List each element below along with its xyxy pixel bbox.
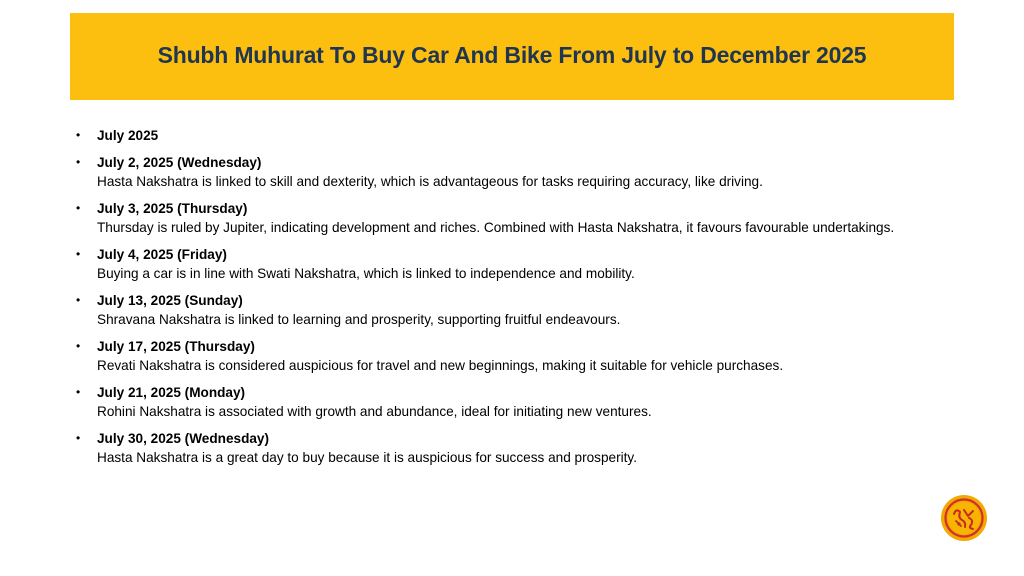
item-description: Buying a car is in line with Swati Nakshatra, which is linked to independence and mobility. (97, 266, 635, 281)
muhurat-list (76, 126, 936, 475)
item-description: Revati Nakshatra is considered auspicious for travel and new beginnings, making it suitable for vehicle purchases. (97, 358, 784, 373)
list-item (76, 199, 936, 237)
item-date: July 13, 2025 (Sunday) (97, 293, 243, 308)
list-item (76, 383, 936, 421)
item-date: July 4, 2025 (Friday) (97, 247, 227, 262)
item-description: Hasta Nakshatra is a great day to buy because it is auspicious for success and prosperity. (97, 450, 637, 465)
bullet-icon: • (76, 293, 81, 307)
bullet-icon: • (76, 431, 81, 445)
item-description: Thursday is ruled by Jupiter, indicating development and riches. Combined with Hasta Nakshatra, it favours favourable undertakings. (97, 220, 895, 235)
bullet-icon: • (76, 247, 81, 261)
item-date: July 2025 (97, 128, 159, 143)
title-banner (70, 13, 954, 100)
item-date: July 30, 2025 (Wednesday) (97, 431, 270, 446)
page-title: Shubh Muhurat To Buy Car And Bike From July to December 2025 (157, 42, 867, 68)
bullet-icon: • (76, 385, 81, 399)
bullet-icon: • (76, 201, 81, 215)
bullet-icon: • (76, 339, 81, 353)
item-date: July 2, 2025 (Wednesday) (97, 155, 262, 170)
list-item (76, 429, 936, 467)
bullet-icon: • (76, 128, 81, 142)
list-item (76, 245, 936, 283)
item-date: July 17, 2025 (Thursday) (97, 339, 255, 354)
list-item (76, 126, 936, 145)
brand-logo-icon (940, 494, 988, 542)
list-item (76, 153, 936, 191)
item-description: Hasta Nakshatra is linked to skill and dexterity, which is advantageous for tasks requiring accuracy, like driving. (97, 174, 763, 189)
item-date: July 3, 2025 (Thursday) (97, 201, 248, 216)
list-item (76, 291, 936, 329)
item-date: July 21, 2025 (Monday) (97, 385, 246, 400)
bullet-icon: • (76, 155, 81, 169)
item-description: Rohini Nakshatra is associated with growth and abundance, ideal for initiating new ventures. (97, 404, 652, 419)
item-description: Shravana Nakshatra is linked to learning and prosperity, supporting fruitful endeavours. (97, 312, 621, 327)
list-item (76, 337, 936, 375)
